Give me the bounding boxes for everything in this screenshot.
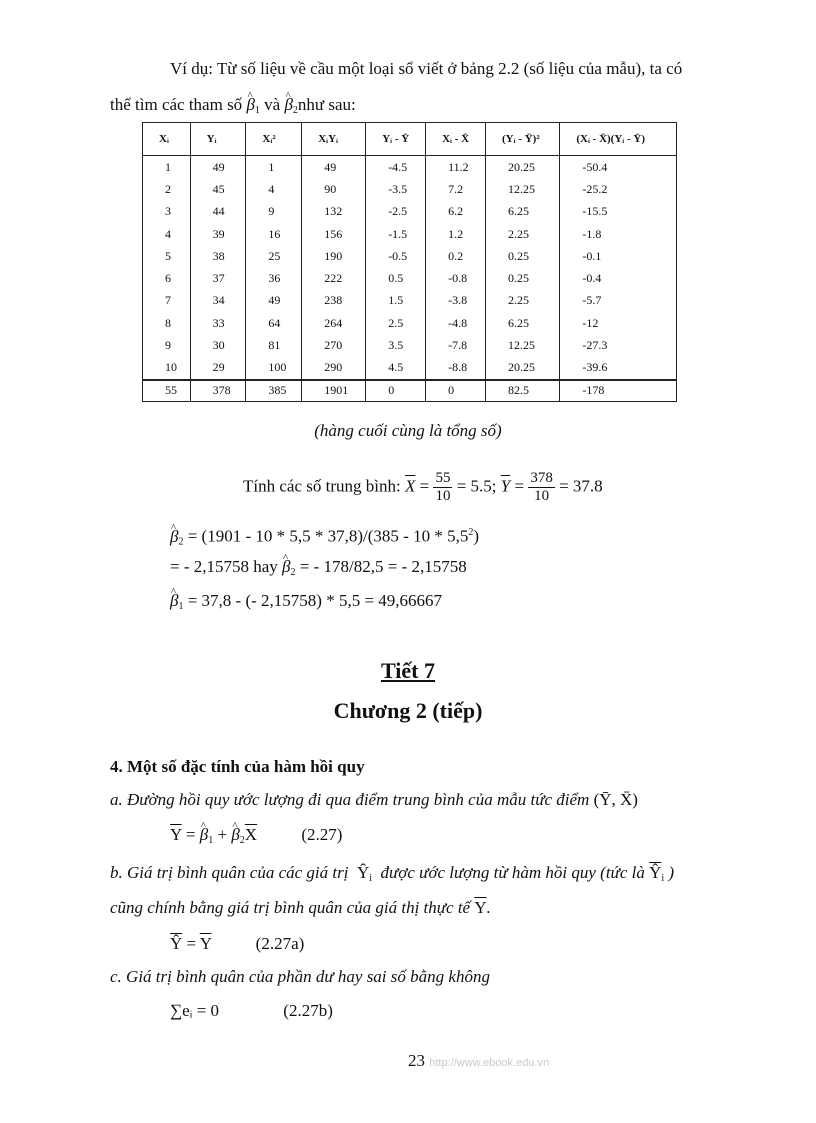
means-line: Tính các số trung bình: $\overline{X}$ = $\frac{55}{10}$ = 5.5; $\overline{Y}$ = $\frac{378}{10}$ = 37.8 <box>243 470 603 504</box>
table-cell: 1.2 <box>426 223 486 245</box>
table-cell: 270 <box>302 334 366 356</box>
table-row <box>143 267 677 289</box>
table-cell: 20.25 <box>486 357 560 380</box>
table-cell: 4.5 <box>366 357 426 380</box>
table-cell: 0.2 <box>426 245 486 267</box>
table-cell: 34 <box>190 290 246 312</box>
table-cell: 1 <box>246 156 302 179</box>
table-cell: -7.8 <box>426 334 486 356</box>
table-row <box>143 156 677 179</box>
table-cell: 8 <box>143 312 191 334</box>
table-cell: 2.5 <box>366 312 426 334</box>
table-cell: -3.8 <box>426 290 486 312</box>
table-total-row <box>143 380 677 402</box>
page-number: 23 <box>408 1051 425 1070</box>
table-cell: -8.8 <box>426 357 486 380</box>
table-cell: 25 <box>246 245 302 267</box>
properties-heading: 4. Một số đặc tính của hàm hồi quy <box>110 757 365 776</box>
table-row <box>143 357 677 380</box>
table-cell: 3 <box>143 201 191 223</box>
property-b-line-1: b. Giá trị bình quân của các giá trị $Ŷ_i$ được ước lượng từ hàm hồi quy (tức là $\overline{Ŷ}_i$ ) <box>110 863 675 884</box>
y-mean-fraction: $\frac{378}{10}$ <box>530 470 553 504</box>
table-cell: 90 <box>302 178 366 200</box>
table-cell: 20.25 <box>486 156 560 179</box>
beta-2-symbol: ^ β <box>284 94 292 116</box>
property-a: a. Đường hồi quy ước lượng đi qua điểm trung bình của mẫu tức điểm (Ȳ, X̄) <box>110 790 638 809</box>
table-cell: 12.25 <box>486 178 560 200</box>
table-cell: 222 <box>302 267 366 289</box>
table-cell: 4 <box>143 223 191 245</box>
table-cell: 100 <box>246 357 302 380</box>
table-cell: -39.6 <box>560 357 677 380</box>
table-cell: 49 <box>246 290 302 312</box>
table-cell: 45 <box>190 178 246 200</box>
table-header-cell: Xᵢ - X̄ <box>426 123 486 156</box>
table-cell: 44 <box>190 201 246 223</box>
table-header-cell: Yᵢ <box>190 123 246 156</box>
table-cell: 11.2 <box>426 156 486 179</box>
intro-line-2: thể tìm các tham số ^ $\beta_1$ và ^ $\beta_2như$ sau: <box>110 94 356 122</box>
calc-line-2: = - 2,15758 hay ^ $\beta_2$ = - 178/82,5 = - 2,15758 <box>170 556 467 584</box>
chapter-title: Chương 2 (tiếp) <box>333 698 483 723</box>
table-cell: 290 <box>302 357 366 380</box>
table-cell: -0.1 <box>560 245 677 267</box>
table-cell: -15.5 <box>560 201 677 223</box>
table-cell: 4 <box>246 178 302 200</box>
table-cell: -4.5 <box>366 156 426 179</box>
table-cell: 6.2 <box>426 201 486 223</box>
table-header-cell: Yᵢ - Ȳ <box>366 123 426 156</box>
beta-1-symbol: ^ β <box>246 94 254 116</box>
table-cell: 3.5 <box>366 334 426 356</box>
table-row <box>143 334 677 356</box>
table-cell: 49 <box>302 156 366 179</box>
table-cell: -1.5 <box>366 223 426 245</box>
equation-2-27a: $\overline{Ŷ} = \overline{Y}$ (2.27a) <box>170 934 305 953</box>
calc-line-1: ^ $\beta_2 = (1901 - 10 * 5,5 * 37,8)/(385 - 10 * 5,5^2)$ <box>170 522 479 554</box>
section-title-tiet: Tiết 7 <box>381 658 435 683</box>
table-row <box>143 178 677 200</box>
table-total-cell: 0 <box>426 380 486 402</box>
table-cell: -50.4 <box>560 156 677 179</box>
table-cell: 190 <box>302 245 366 267</box>
table-cell: -27.3 <box>560 334 677 356</box>
table-cell: -1.8 <box>560 223 677 245</box>
x-mean-fraction: $\frac{55}{10}$ <box>435 470 451 504</box>
table-total-cell: 1901 <box>302 380 366 402</box>
table-cell: -3.5 <box>366 178 426 200</box>
table-caption: (hàng cuối cùng là tổng số) <box>314 421 502 440</box>
table-cell: 0.5 <box>366 267 426 289</box>
table-header-cell: XᵢYᵢ <box>302 123 366 156</box>
table-cell: 38 <box>190 245 246 267</box>
equation-2-27b: ∑eᵢ = 0 (2.27b) <box>170 1001 333 1020</box>
table-row <box>143 245 677 267</box>
table-row <box>143 201 677 223</box>
table-cell: -0.4 <box>560 267 677 289</box>
table-total-cell: 55 <box>143 380 191 402</box>
table-cell: -2.5 <box>366 201 426 223</box>
table-cell: 12.25 <box>486 334 560 356</box>
intro-line-1: Ví dụ: Từ số liệu về cầu một loại sổ viết ở bảng 2.2 (số liệu của mẫu), ta có <box>170 59 683 78</box>
table-cell: 30 <box>190 334 246 356</box>
table-total-cell: 82.5 <box>486 380 560 402</box>
table-cell: 36 <box>246 267 302 289</box>
table-cell: 10 <box>143 357 191 380</box>
table-cell: 49 <box>190 156 246 179</box>
table-cell: 33 <box>190 312 246 334</box>
table-header-cell: Xᵢ² <box>246 123 302 156</box>
table-cell: 2 <box>143 178 191 200</box>
table-cell: -25.2 <box>560 178 677 200</box>
table-cell: 39 <box>190 223 246 245</box>
property-c: c. Giá trị bình quân của phần dư hay sai số bằng không <box>110 967 490 986</box>
table-total-cell: 378 <box>190 380 246 402</box>
table-cell: 5 <box>143 245 191 267</box>
table-header-cell: (Xᵢ - X̄)(Yᵢ - Ȳ) <box>560 123 677 156</box>
table-cell: 64 <box>246 312 302 334</box>
table-header-cell: (Yᵢ - Ȳ)² <box>486 123 560 156</box>
table-cell: 7.2 <box>426 178 486 200</box>
table-row <box>143 290 677 312</box>
page-footer <box>408 1050 549 1074</box>
table-cell: 1 <box>143 156 191 179</box>
watermark-url: http://www.ebook.edu.vn <box>429 1057 550 1069</box>
table-header-cell: Xᵢ <box>143 123 191 156</box>
table-cell: 2.25 <box>486 290 560 312</box>
table-cell: 9 <box>143 334 191 356</box>
table-cell: 7 <box>143 290 191 312</box>
table-total-cell: 0 <box>366 380 426 402</box>
table-cell: 156 <box>302 223 366 245</box>
table-row <box>143 223 677 245</box>
table-cell: -0.5 <box>366 245 426 267</box>
table-row <box>143 312 677 334</box>
calc-line-3: ^ $\beta_1 = 37,8$ - (- 2,15758) * 5,5 = 49,66667 <box>170 590 442 618</box>
table-body <box>143 156 677 402</box>
table-cell: 6.25 <box>486 312 560 334</box>
property-b-line-2: cũng chính bằng giá trị bình quân của giá thị thực tế $\overline{Y}$. <box>110 898 491 917</box>
table-cell: 238 <box>302 290 366 312</box>
table-cell: 81 <box>246 334 302 356</box>
table-cell: 0.25 <box>486 267 560 289</box>
table-cell: -4.8 <box>426 312 486 334</box>
table-cell: 29 <box>190 357 246 380</box>
table-cell: 0.25 <box>486 245 560 267</box>
table-cell: -5.7 <box>560 290 677 312</box>
table-cell: 6 <box>143 267 191 289</box>
table-total-cell: -178 <box>560 380 677 402</box>
table-header-row <box>143 123 677 156</box>
table-cell: 6.25 <box>486 201 560 223</box>
table-cell: 132 <box>302 201 366 223</box>
equation-2-27: $\overline{Y}$ = ^ $\beta_1$ + ^ $\beta_2\overline{X}$ (2.27) <box>170 824 342 852</box>
table-cell: -12 <box>560 312 677 334</box>
table-cell: 16 <box>246 223 302 245</box>
data-table <box>142 122 677 402</box>
table-cell: 37 <box>190 267 246 289</box>
table-cell: -0.8 <box>426 267 486 289</box>
table-cell: 1.5 <box>366 290 426 312</box>
table-cell: 2.25 <box>486 223 560 245</box>
table-cell: 264 <box>302 312 366 334</box>
table-total-cell: 385 <box>246 380 302 402</box>
table-cell: 9 <box>246 201 302 223</box>
